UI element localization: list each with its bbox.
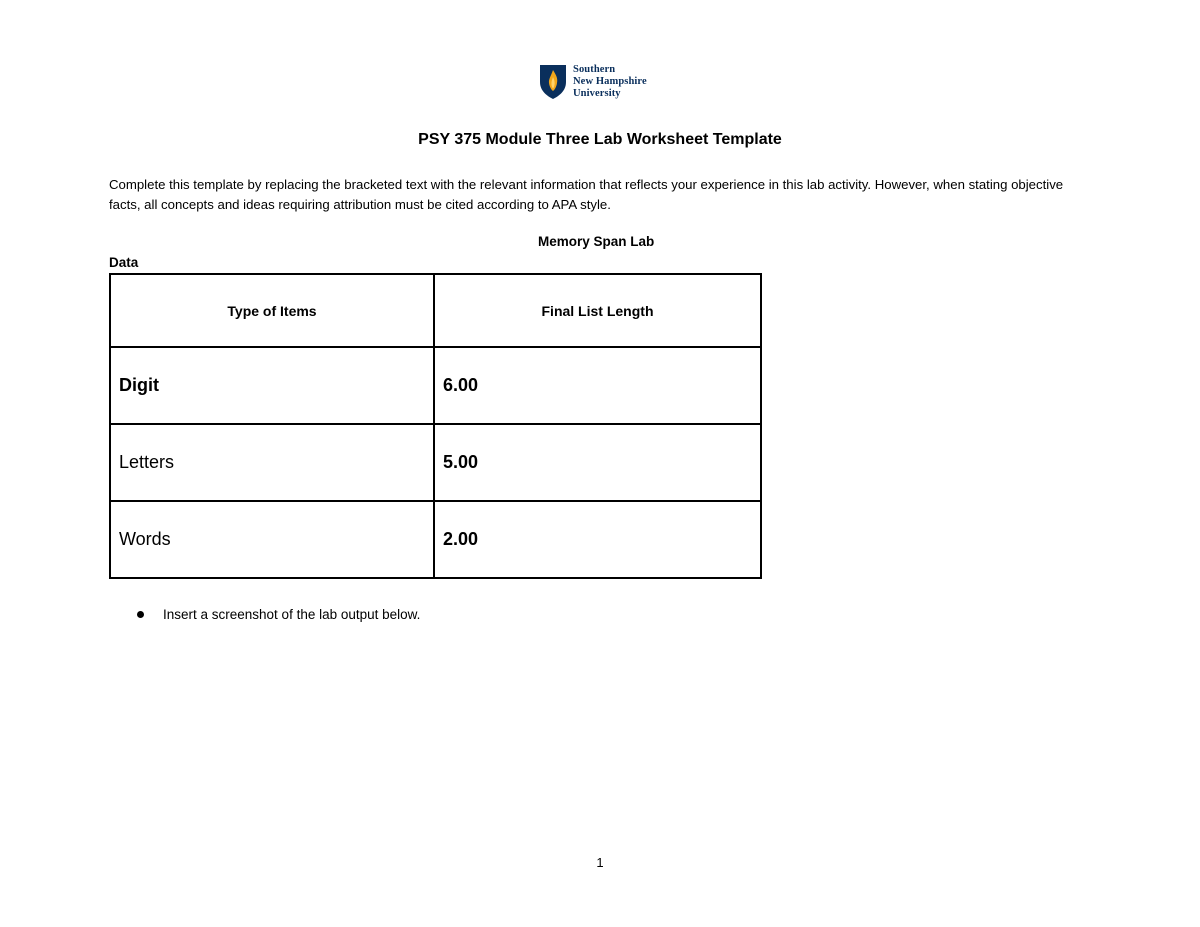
- bullet-text: Insert a screenshot of the lab output below.: [163, 607, 421, 622]
- logo-line-1: Southern: [573, 64, 616, 75]
- table-row: [110, 501, 761, 578]
- logo-wordmark: [573, 64, 647, 100]
- data-label: Data: [109, 255, 139, 270]
- memory-span-table: [109, 273, 762, 579]
- table-header-row: [110, 274, 761, 347]
- university-logo: [539, 64, 647, 100]
- row-type-cell: Letters: [110, 424, 434, 501]
- row-value-cell: 2.00: [434, 501, 761, 578]
- row-type-cell: Digit: [110, 347, 434, 424]
- document-title: PSY 375 Module Three Lab Worksheet Template: [418, 131, 782, 148]
- row-type-cell: Words: [110, 501, 434, 578]
- shield-flame-icon: [539, 64, 567, 100]
- table-row: [110, 424, 761, 501]
- page-number: 1: [596, 855, 604, 870]
- bullet-icon: [137, 611, 144, 618]
- table-row: [110, 347, 761, 424]
- header-type-of-items: Type of Items: [110, 274, 434, 347]
- lab-name-heading: Memory Span Lab: [538, 234, 655, 249]
- header-final-list-length: Final List Length: [434, 274, 761, 347]
- logo-line-3: University: [573, 88, 621, 99]
- row-value-cell: 6.00: [434, 347, 761, 424]
- logo-line-2: New Hampshire: [573, 76, 647, 87]
- instructions-paragraph: Complete this template by replacing the bracketed text with the relevant information that reflects your experience in this lab activity. However, when stating objective facts, all concepts and ideas requiring attribution must be cited according to APA style.: [109, 177, 1064, 212]
- bullet-item: [137, 607, 420, 622]
- row-value-cell: 5.00: [434, 424, 761, 501]
